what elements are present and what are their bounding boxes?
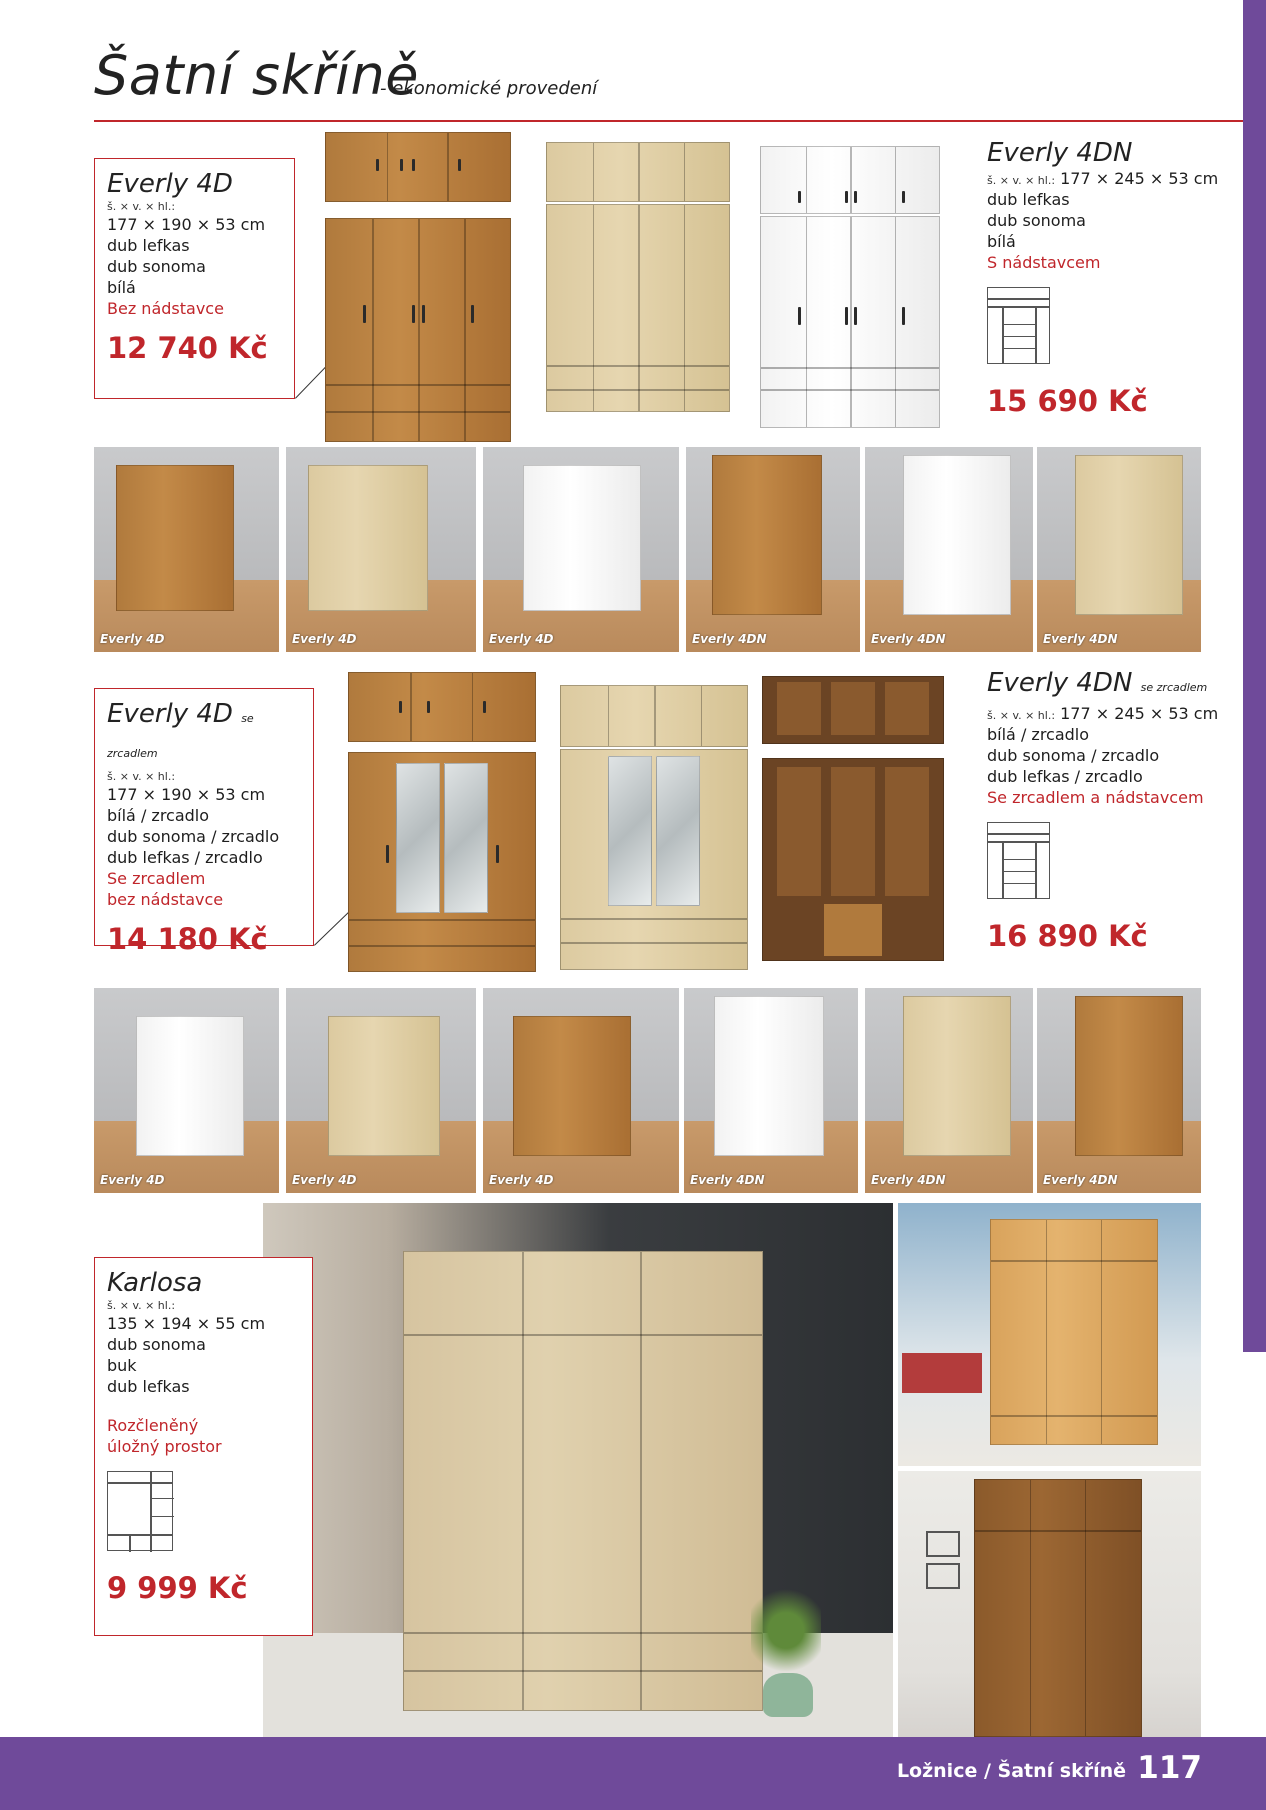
everly4d-mirror-name-suffix: se zrcadlem [107, 712, 254, 760]
everly4d-price: 12 740 Kč [107, 331, 268, 365]
karlosa-dim-label: š. × v. × hl.: [107, 1299, 176, 1312]
everly4d-mirror-leader-line [314, 909, 352, 946]
thumbnail-caption: Everly 4DN [871, 1173, 946, 1187]
room-thumbnail [865, 988, 1033, 1193]
everly4d-note: Bez nádstavce [107, 299, 224, 318]
everly4dn-mirror-name-suffix: se zrcadlem [1140, 681, 1208, 694]
thumbnail-caption: Everly 4D [292, 1173, 357, 1187]
everly4dn-dim-label: š. × v. × hl.: [987, 174, 1056, 187]
everly4d-name: Everly 4D [107, 169, 233, 199]
karlosa-color: dub sonoma [107, 1335, 206, 1354]
thumbnail-caption: Everly 4D [489, 1173, 554, 1187]
everly4d-color: dub lefkas [107, 236, 190, 255]
everly4dn-price: 15 690 Kč [987, 384, 1148, 418]
everly4dn-mirror-sonoma-product-image [560, 685, 748, 970]
everly4d-color: bílá [107, 278, 136, 297]
thumbnail-caption: Everly 4DN [690, 1173, 765, 1187]
karlosa-color: dub lefkas [107, 1377, 190, 1396]
karlosa-layout-diagram [107, 1471, 173, 1551]
everly4d-mirror-price: 14 180 Kč [107, 922, 268, 956]
everly4dn-layout-diagram [987, 287, 1050, 364]
footer-section-label: Ložnice / Šatní skříně [896, 1760, 1126, 1782]
room-thumbnail [865, 447, 1033, 652]
room-thumbnail [684, 988, 858, 1193]
thumbnail-caption: Everly 4DN [871, 632, 946, 646]
karlosa-sonoma-room-image [898, 1203, 1201, 1466]
thumbnail-caption: Everly 4DN [692, 632, 767, 646]
everly4dn-mirror-color: dub sonoma / zrcadlo [987, 746, 1160, 765]
everly4dn-color: bílá [987, 232, 1016, 251]
everly4dn-color: dub lefkas [987, 190, 1070, 209]
room-thumbnail [1037, 447, 1201, 652]
everly4dn-mirror-color: bílá / zrcadlo [987, 725, 1090, 744]
karlosa-name: Karlosa [107, 1268, 203, 1298]
everly4dn-mirror-layout-diagram [987, 822, 1050, 899]
room-thumbnail [286, 988, 476, 1193]
everly4dn-dimensions: 177 × 245 × 53 cm [1060, 169, 1219, 188]
everly4d-lefkas-product-image [325, 132, 511, 442]
page-number: 117 [1137, 1750, 1202, 1786]
everly4dn-white-product-image [760, 146, 940, 428]
everly4dn-color: dub sonoma [987, 211, 1086, 230]
karlosa-note: Rozčleněný [107, 1416, 199, 1435]
everly4d-mirror-name: Everly 4D [107, 699, 233, 729]
everly4dn-mirror-price: 16 890 Kč [987, 919, 1148, 953]
everly4dn-name: Everly 4DN [987, 138, 1133, 168]
room-thumbnail [1037, 988, 1201, 1193]
everly4d-mirror-note: bez nádstavce [107, 890, 224, 909]
room-thumbnail [286, 447, 476, 652]
everly4d-mirror-dim-label: š. × v. × hl.: [107, 770, 176, 783]
karlosa-lefkas-room-image [898, 1471, 1201, 1737]
page-title: Šatní skříně [94, 44, 419, 107]
everly4dn-mirror-lefkas-open-product-image [762, 676, 944, 961]
everly4d-mirror-color: bílá / zrcadlo [107, 806, 210, 825]
karlosa-price: 9 999 Kč [107, 1571, 248, 1605]
everly4dn-mirror-info [987, 668, 1237, 953]
karlosa-note: úložný prostor [107, 1437, 222, 1456]
karlosa-color: buk [107, 1356, 137, 1375]
room-thumbnail [483, 988, 679, 1193]
everly4d-mirror-color: dub sonoma / zrcadlo [107, 827, 280, 846]
everly4d-info-box [94, 158, 295, 399]
everly4dn-note: S nádstavcem [987, 253, 1101, 272]
everly4d-mirror-color: dub lefkas / zrcadlo [107, 848, 263, 867]
thumbnail-caption: Everly 4D [489, 632, 554, 646]
side-accent-bar [1243, 0, 1266, 1352]
everly4d-mirror-info-box [94, 688, 314, 956]
room-thumbnail [483, 447, 679, 652]
room-thumbnail [94, 988, 279, 1193]
karlosa-info-box [94, 1257, 313, 1636]
thumbnail-caption: Everly 4D [100, 1173, 165, 1187]
thumbnail-caption: Everly 4DN [1043, 632, 1118, 646]
thumbnail-caption: Everly 4D [100, 632, 165, 646]
everly4d-dim-label: š. × v. × hl.: [107, 200, 176, 213]
room-thumbnail [94, 447, 279, 652]
everly4dn-info [987, 138, 1237, 418]
page-subtitle: - ekonomické provedení [380, 78, 598, 99]
karlosa-dimensions: 135 × 194 × 55 cm [107, 1314, 266, 1333]
title-divider [94, 120, 1243, 122]
everly4d-mirror-lefkas-product-image [348, 672, 536, 972]
thumbnail-caption: Everly 4DN [1043, 1173, 1118, 1187]
karlosa-room-scene-image [263, 1203, 893, 1737]
everly4d-dimensions: 177 × 190 × 53 cm [107, 215, 266, 234]
everly4dn-mirror-dimensions: 177 × 245 × 53 cm [1060, 704, 1219, 723]
everly4dn-mirror-dim-label: š. × v. × hl.: [987, 709, 1056, 722]
room-thumbnail [686, 447, 860, 652]
everly4dn-mirror-name: Everly 4DN [987, 668, 1133, 698]
everly4d-color: dub sonoma [107, 257, 206, 276]
everly4d-mirror-dimensions: 177 × 190 × 53 cm [107, 785, 266, 804]
everly4dn-mirror-note: Se zrcadlem a nádstavcem [987, 788, 1204, 807]
everly4dn-mirror-color: dub lefkas / zrcadlo [987, 767, 1143, 786]
everly4d-mirror-note: Se zrcadlem [107, 869, 206, 888]
thumbnail-caption: Everly 4D [292, 632, 357, 646]
everly4dn-sonoma-product-image [546, 142, 730, 412]
